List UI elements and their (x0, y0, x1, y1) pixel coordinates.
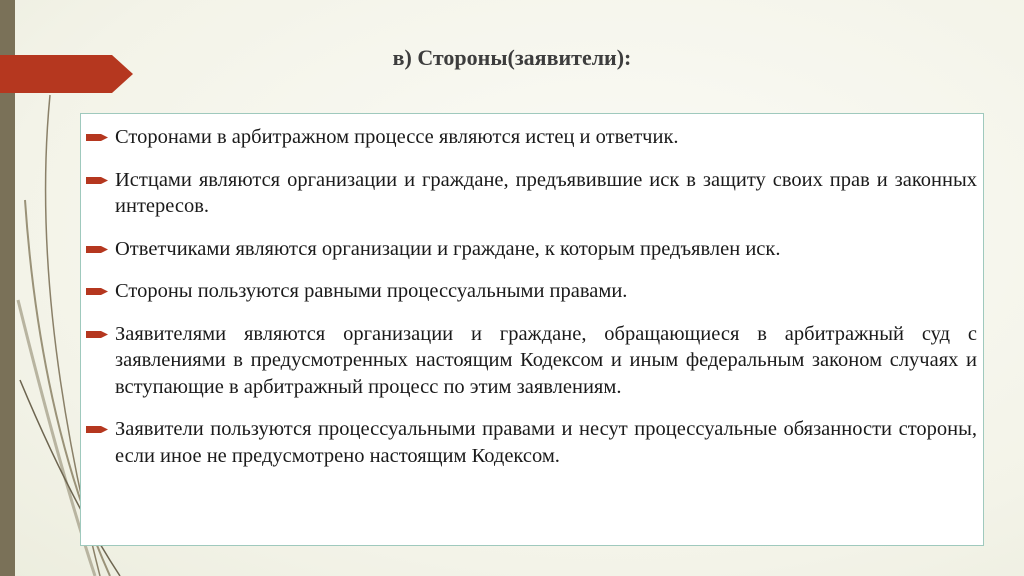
list-item: Ответчиками являются организации и граждане, к которым предъявлен иск. (115, 236, 977, 263)
arrow-bullet-icon (86, 330, 108, 339)
list-item: Стороны пользуются равными процессуальными правами. (115, 278, 977, 305)
arrow-bullet-icon (86, 425, 108, 434)
slide-title: в) Стороны(заявители): (392, 45, 632, 70)
bullet-list (115, 124, 977, 485)
list-item: Истцами являются организации и граждане, предъявившие иск в защиту своих прав и законных интересов. (115, 167, 977, 220)
arrow-bullet-icon (86, 133, 108, 142)
arrow-bullet-icon (86, 287, 108, 296)
list-item: Сторонами в арбитражном процессе являются истец и ответчик. (115, 124, 977, 151)
arrow-bullet-icon (86, 245, 108, 254)
list-item: Заявителями являются организации и граждане, обращающиеся в арбитражный суд с заявлениями в предусмотренных настоящим Кодексом и иным федеральным законом случаях и вступающие в арбитражный процесс по этим заявлениям. (115, 321, 977, 401)
list-item: Заявители пользуются процессуальными правами и несут процессуальные обязанности стороны, если иное не предусмотрено настоящим Кодексом. (115, 416, 977, 469)
arrow-bullet-icon (86, 176, 108, 185)
content-box (80, 113, 984, 546)
